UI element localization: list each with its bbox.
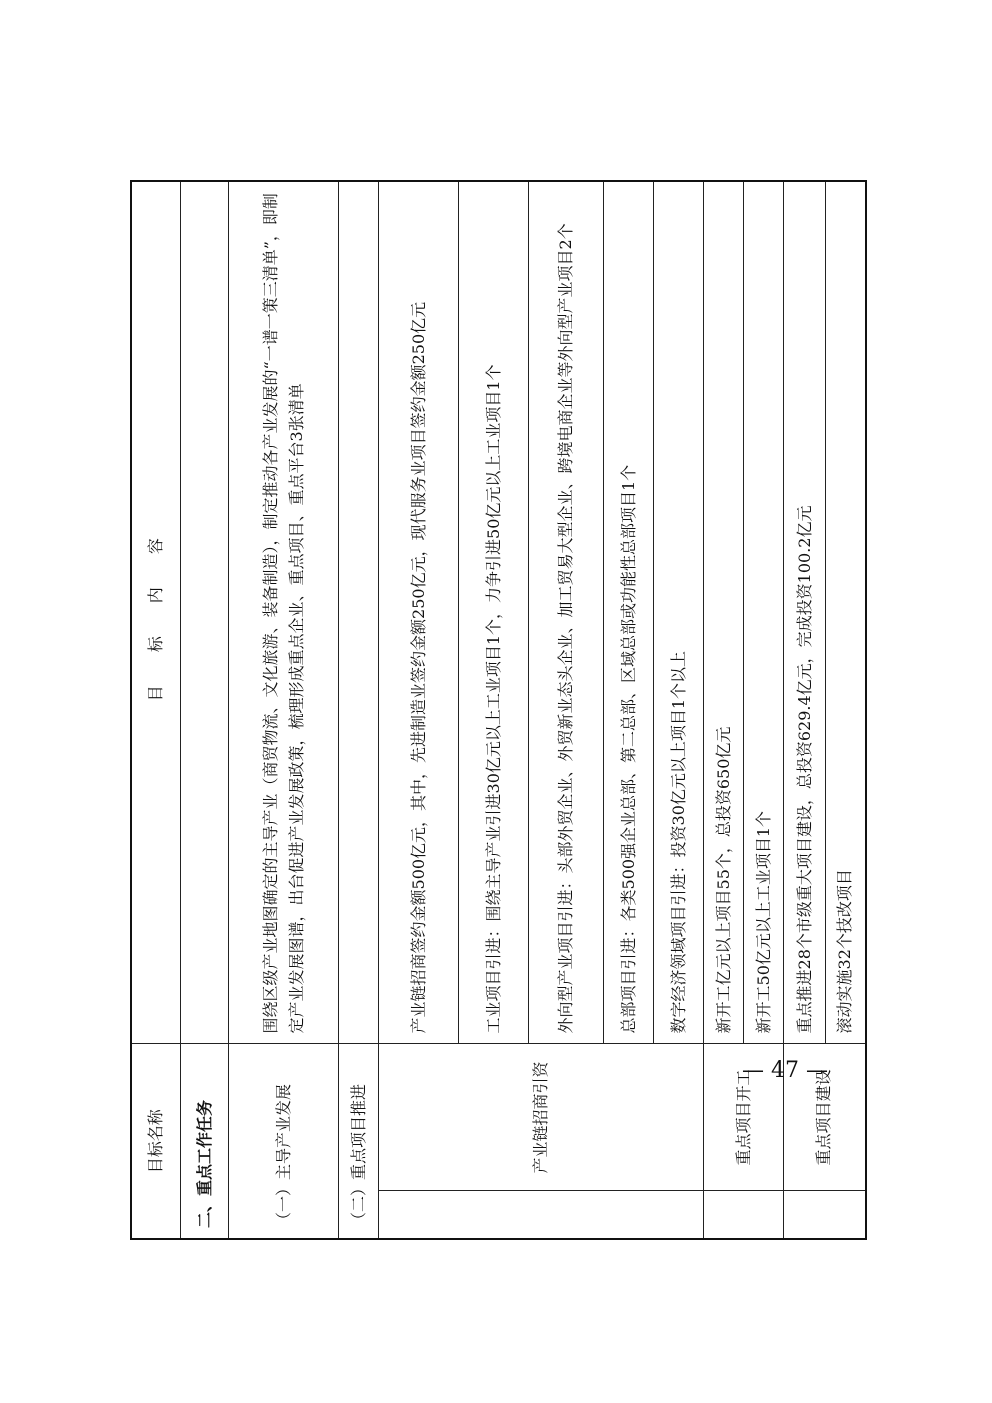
- list-item: 新开工亿元以上项目55个，总投资650亿元: [704, 181, 744, 1044]
- section-title: 二、重点工作任务: [181, 1044, 229, 1239]
- group-empty-cell: [339, 181, 379, 1044]
- indent-cell: [379, 1191, 704, 1239]
- list-item: 总部项目引进：各类500强企业总部、第二总部、区域总部或功能性总部项目1个: [604, 181, 654, 1044]
- section-row: [181, 181, 229, 1239]
- group-title-industry: （一）主导产业发展: [229, 1044, 339, 1239]
- page-number: — 47 —: [742, 1058, 828, 1083]
- list-item: 外向型产业项目引进：头部外贸企业、外贸新业态头企业、加工贸易大型企业、跨境电商企业等外向型产业项目2个: [529, 181, 604, 1044]
- header-target-content: 目 标 内 容: [131, 181, 181, 1044]
- header-target-name: 目标名称: [131, 1044, 181, 1239]
- group-title-projects: （二）重点项目推进: [339, 1044, 379, 1239]
- list-item: 新开工50亿元以上工业项目1个: [744, 181, 784, 1044]
- subgroup-name-start: 重点项目开工: [704, 1044, 784, 1191]
- indent-cell: [704, 1191, 784, 1239]
- list-item: 滚动实施32个技改项目: [826, 181, 866, 1044]
- list-item: 工业项目引进：围绕主导产业引进30亿元以上工业项目1个，力争引进50亿元以上工业项目1个: [459, 181, 529, 1044]
- indent-cell: [784, 1191, 866, 1239]
- group-content-industry: 围绕区级产业地图确定的主导产业（商贸物流、文化旅游、装备制造），制定推动各产业发展的“一谱一策三清单”，即制定产业发展图谱，出台促进产业发展政策，梳理形成重点企业、重点项目、重点平台3张清单: [229, 181, 339, 1044]
- subgroup-name-construction: 重点项目建设: [784, 1044, 866, 1191]
- list-item: 重点推进28个市级重大项目建设，总投资629.4亿元，完成投资100.2亿元: [784, 181, 826, 1044]
- section-empty-cell: [181, 181, 229, 1044]
- list-item: 数字经济领域项目引进：投资30亿元以上项目1个以上: [654, 181, 704, 1044]
- group-row-industry: [229, 181, 339, 1239]
- subgroup-name-investment: 产业链招商引资: [379, 1044, 704, 1191]
- table-row: [379, 181, 459, 1239]
- group-row-projects: [339, 181, 379, 1239]
- list-item: 产业链招商签约金额500亿元，其中，先进制造业签约金额250亿元，现代服务业项目签约金额250亿元: [379, 181, 459, 1044]
- table-header-row: [131, 181, 181, 1239]
